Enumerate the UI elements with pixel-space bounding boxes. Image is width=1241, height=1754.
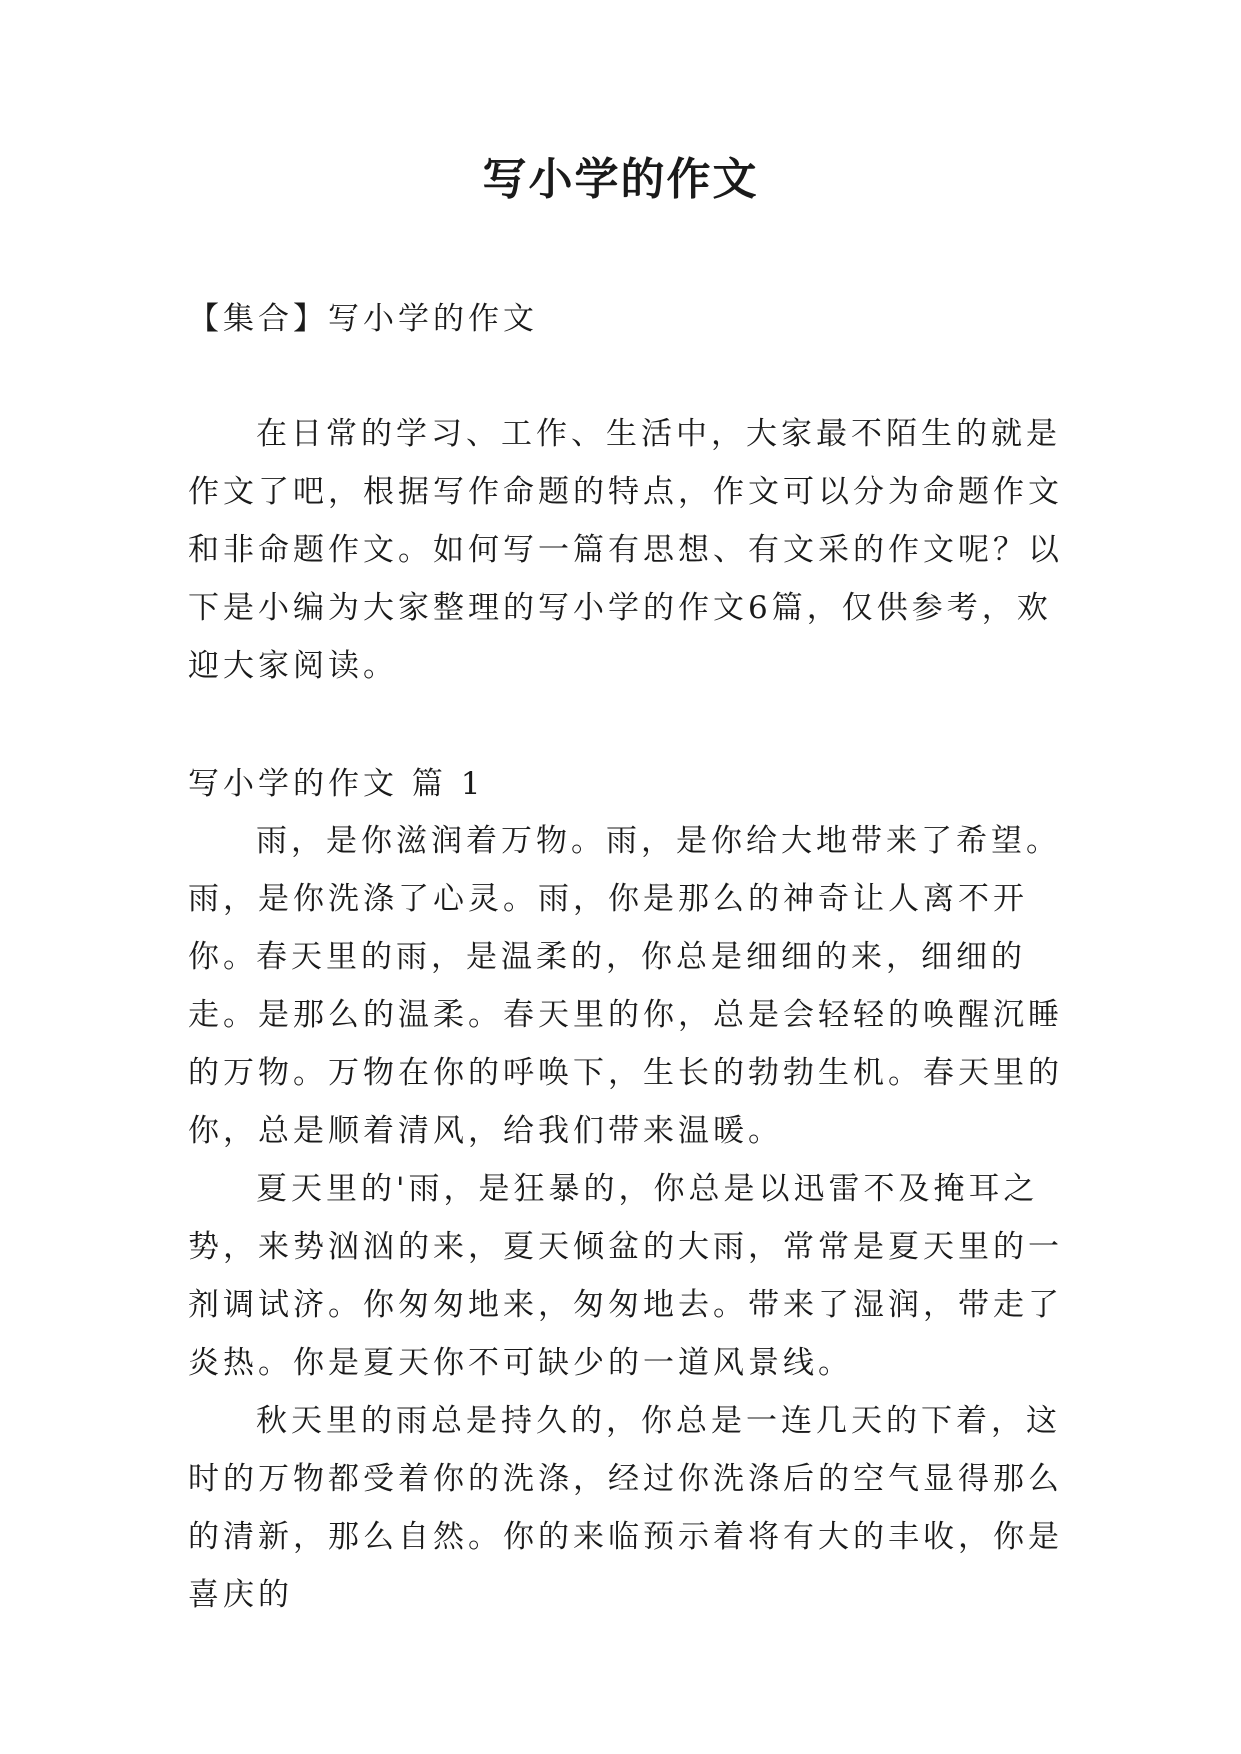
paragraph-1: 雨，是你滋润着万物。雨，是你给大地带来了希望。雨，是你洗涤了心灵。雨，你是那么的神奇让人离不开你。 [188,823,1061,975]
paragraph-4: 秋天里的雨总是持久的，你总是一连几天的下着，这时的万物都受着你的洗涤，经过你洗涤后的空气显得那么的清新，那么自然。你的来临预示着将有大的丰收，你是喜庆的 [188,1403,1063,1613]
document-title: 写小学的作文 [482,154,759,205]
section-heading: 写小学的作文 篇 1 [188,766,485,802]
paragraph-2: 春天里的雨，是温柔的，你总是细细的来，细细的走。是那么的温柔。春天里的你，总是会轻轻的唤醒沉睡的万物。万物在你的呼唤下，生长的勃勃生机。春天里的你，总是顺着清风，给我们带来温暖。 [188,939,1063,1149]
intro-paragraph: 在日常的学习、工作、生活中，大家最不陌生的就是作文了吧，根据写作命题的特点，作文可以分为命题作文和非命题作文。如何写一篇有思想、有文采的作文呢？以下是小编为大家整理的写小学的作文6篇，仅供参考，欢迎大家阅读。 [188,416,1063,684]
paragraph-3: 夏天里的'雨，是狂暴的，你总是以迅雷不及掩耳之势，来势汹汹的来，夏天倾盆的大雨，常常是夏天里的一剂调试济。你匆匆地来，匆匆地去。带来了湿润，带走了炎热。你是夏天你不可缺少的一道风景线。 [188,1171,1063,1381]
document-subtitle: 【集合】写小学的作文 [188,301,538,337]
